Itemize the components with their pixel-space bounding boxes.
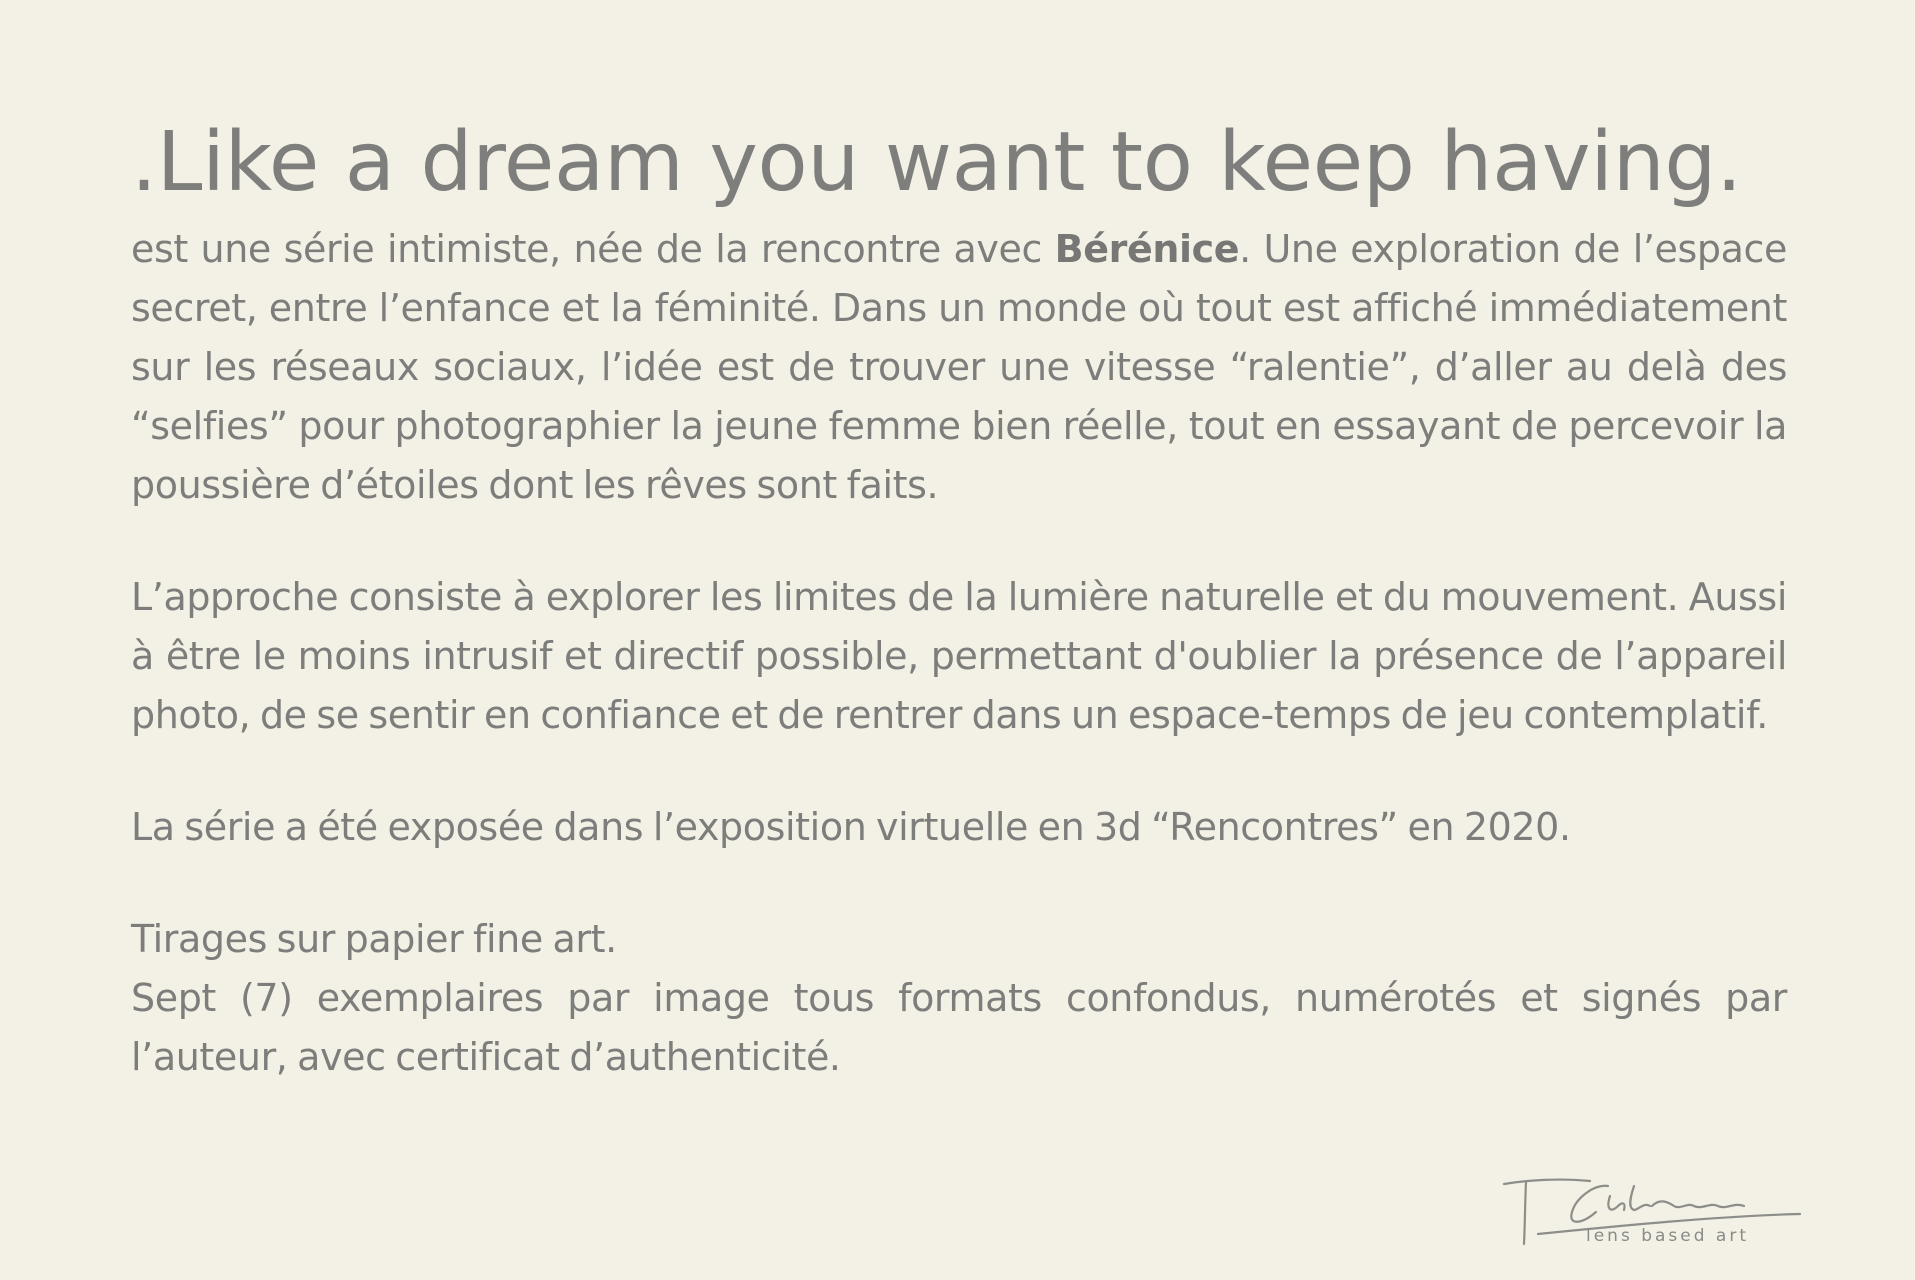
exhibition-paragraph: La série a été exposée dans l’exposition virtuelle en 3d “Rencontres” en 2020. [131,805,1571,849]
approach-paragraph: L’approche consiste à explorer les limites de la lumière naturelle et du mouvement. Aussi à être le moins intrusif et directif possible, permettant d'oublier la présence de l’appareil photo, de se sentir en confiance et de rentrer dans un espace-temps de jeu contemplatif. [131,575,1787,737]
text-content [131,108,1787,1087]
prints-paper-line: Tirages sur papier fine art. [131,917,617,961]
page-title: .Like a dream you want to keep having. [131,115,1742,210]
signature-logo [1498,1172,1808,1252]
description [131,220,1787,1087]
intro-text-end: . Une exploration de l’espace secret, entre l’enfance et la féminité. Dans un monde où tout est affiché immédiatement sur les réseaux sociaux, l’idée est de trouver une vitesse “ralentie”, d’aller au delà des “selfies” pour photographier la jeune femme bien réelle, tout en essayant de percevoir la poussière d’étoiles dont les rêves sont faits. [131,227,1787,507]
model-name: Bérénice [1054,227,1240,271]
signature-tagline: lens based art [1586,1226,1750,1246]
intro-paragraph [131,220,1787,515]
prints-edition-line: Sept (7) exemplaires par image tous formats confondus, numérotés et signés par l’auteur, avec certificat d’authenticité. [131,976,1787,1079]
intro-text-start: est une série intimiste, née de la rencontre avec [131,227,1055,271]
